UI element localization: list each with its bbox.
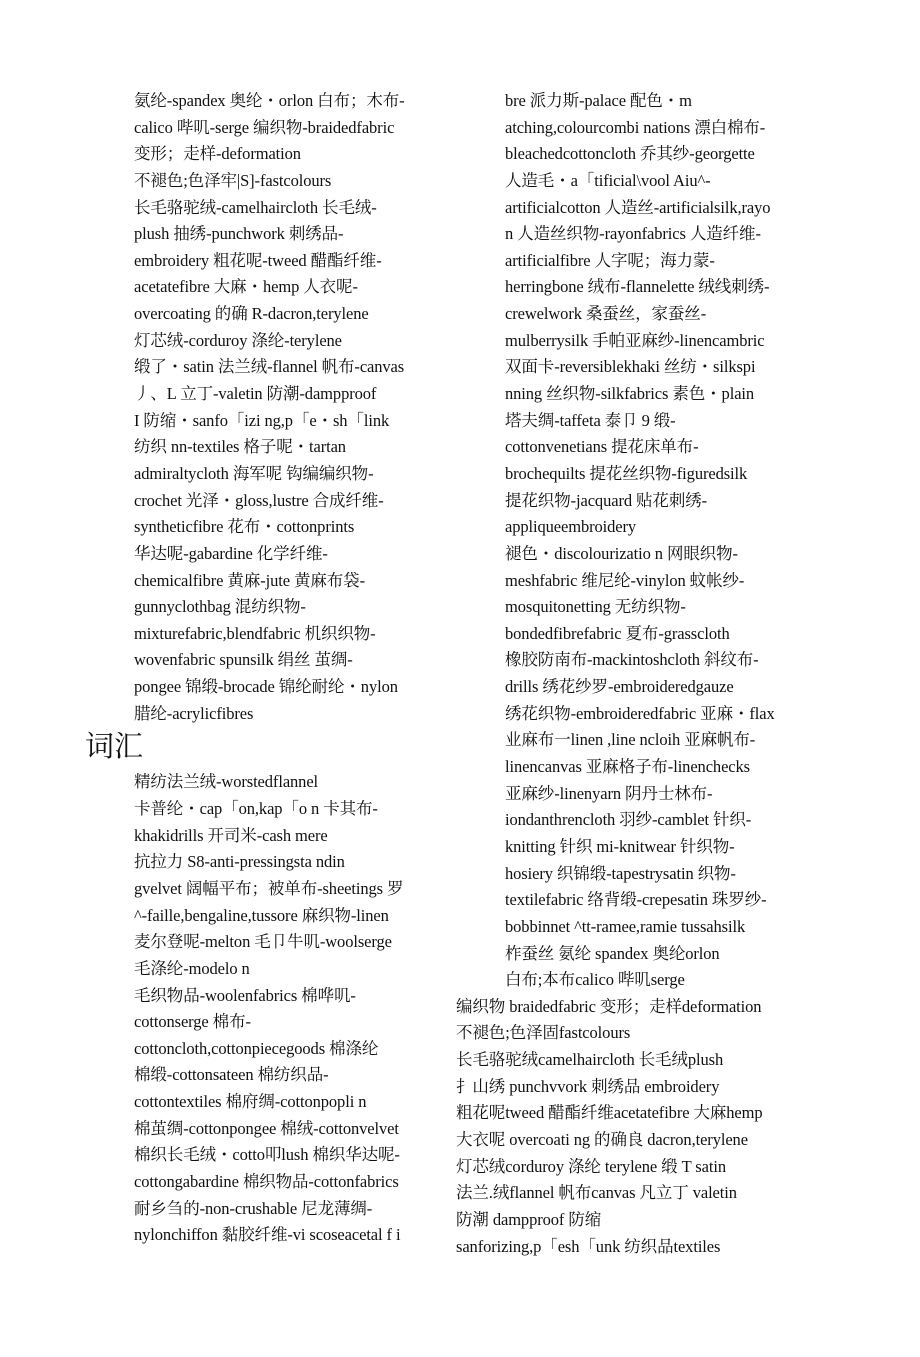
text-line: chemicalfibre 黄麻-jute 黄麻布袋- <box>134 570 365 590</box>
text-line: herringbone 绒布-flannelette 绒线刺绣- <box>505 277 770 297</box>
text-line: crochet 光泽・gloss,lustre 合成纤维- <box>134 490 384 510</box>
text-line: acetatefibre 大麻・hemp 人衣呢- <box>134 277 358 297</box>
text-line: 棉织长毛绒・cotto叩lush 棉织华达呢- <box>134 1145 400 1165</box>
text-line: 卡普纶・cap「on,kap「o n 卡其布- <box>134 799 378 819</box>
text-line: 不褪色;色泽牢|S]-fastcolours <box>134 170 332 190</box>
text-line: 灯芯绒-corduroy 涤纶-terylene <box>134 330 342 350</box>
text-line: drills 绣花纱罗-embroideredgauze <box>505 677 734 697</box>
text-line: 氨纶-spandex 奥纶・orlon 白布；木布- <box>134 91 405 110</box>
text-line: 棉缎-cottonsateen 棉纺织品- <box>134 1065 329 1085</box>
right-lines <box>505 88 805 994</box>
text-line: iondanthrencloth 羽纱-camblet 针织- <box>505 810 752 830</box>
text-line: mixturefabric,blendfabric 机织织物- <box>134 623 376 643</box>
text-line: 亚麻纱-linenyarn 阴丹士林布- <box>505 783 713 803</box>
text-line: overcoating 的确 R-dacron,terylene <box>134 304 369 324</box>
text-line: 变形；走样-deformation <box>134 144 301 164</box>
text-line: 棉茧绸-cottonpongee 棉绒-cottonvelvet <box>134 1118 399 1138</box>
text-line: linencanvas 亚麻格子布-linenchecks <box>505 757 750 777</box>
text-line: 褪色・discolourizatio n 网眼织物- <box>505 543 738 563</box>
text-line: calico 哔叽-serge 编织物-braidedfabric <box>134 117 395 137</box>
text-line: cottongabardine 棉织物品-cottonfabrics <box>134 1171 399 1191</box>
text-line: 业麻布一linen ,line ncloih 亚麻帆布- <box>505 730 756 750</box>
text-line: artificialfibre 人字呢；海力蒙- <box>505 250 715 270</box>
text-line: khakidrills 开司米-cash mere <box>134 825 328 845</box>
text-line: 抗拉力 S8-anti-pressingsta ndin <box>134 852 345 872</box>
text-line: I 防缩・sanfo「izi ng,p「e・sh「link <box>134 410 390 430</box>
text-line: 华达呢-gabardine 化学纤维- <box>134 543 328 563</box>
text-line: 扌山绣 punchvvork 刺绣品 embroidery <box>456 1076 720 1096</box>
text-line: n 人造丝织物-rayonfabrics 人造纤维- <box>505 224 761 244</box>
text-line: 双面卡-reversiblekhaki 丝纺・silkspi <box>505 357 756 377</box>
text-line: syntheticfibre 花布・cottonprints <box>134 517 355 537</box>
text-line: bleachedcottoncloth 乔其纱-georgette <box>505 144 755 164</box>
text-line: crewelwork 桑蚕丝，家蚕丝- <box>505 304 707 324</box>
text-line: bondedfibrefabric 夏布-grasscloth <box>505 623 730 643</box>
text-line: knitting 针织 mi-knitwear 针织物- <box>505 836 735 856</box>
text-line: artificialcotton 人造丝-artificialsilk,rayo <box>505 197 771 217</box>
text-line: 纺织 nn-textiles 格子呢・tartan <box>134 437 346 457</box>
section-heading: 词汇 <box>85 731 144 764</box>
left-lines-before-heading <box>134 88 434 727</box>
text-line: 法兰.绒flannel 帆布canvas 凡立丁 valetin <box>456 1183 737 1203</box>
right-column <box>456 88 805 1260</box>
text-line: brochequilts 提花丝织物-figuredsilk <box>505 463 748 483</box>
text-line: admiraltycloth 海军呢 钩编编织物- <box>134 463 374 483</box>
text-line: gvelvet 阔幅平布；被单布-sheetings 罗 <box>134 878 404 898</box>
text-line: 灯芯绒corduroy 涤纶 terylene 缎 T satin <box>456 1156 726 1176</box>
text-line: bobbinnet ^tt-ramee,ramie tussahsilk <box>505 916 746 936</box>
text-line: embroidery 粗花呢-tweed 醋酯纤维- <box>134 250 382 270</box>
text-line: 塔夫绸-taffeta 泰卩 9 缎- <box>505 410 676 430</box>
text-line: 毛织物品-woolenfabrics 棉哗叽- <box>134 985 356 1005</box>
text-line: pongee 锦缎-brocade 锦纶耐纶・nylon <box>134 677 398 697</box>
text-line: cottontextiles 棉府绸-cottonpopli n <box>134 1092 367 1112</box>
text-line: gunnyclothbag 混纺织物- <box>134 597 306 617</box>
text-line: 防潮 dampproof 防缩 <box>456 1209 602 1229</box>
text-line: hosiery 织锦缎-tapestrysatin 织物- <box>505 863 736 883</box>
text-line: 柞蚕丝 氨纶 spandex 奥纶orlon <box>505 943 720 963</box>
text-line: cottonserge 棉布- <box>134 1012 251 1032</box>
text-line: meshfabric 维尼纶-vinylon 蚊帐纱- <box>505 570 745 590</box>
text-line: 精纺法兰绒-worstedflannel <box>134 772 319 792</box>
text-line: 丿、L 立丁-valetin 防潮-dampproof <box>134 384 377 404</box>
text-line: 腊纶-acrylicfibres <box>134 703 254 723</box>
text-line: appliqueembroidery <box>505 517 637 537</box>
text-line: 橡胶防南布-mackintoshcloth 斜纹布- <box>505 650 759 670</box>
text-line: textilefabric 络背缎-crepesatin 珠罗纱- <box>505 890 767 910</box>
text-line: 不褪色;色泽固fastcolours <box>456 1023 631 1043</box>
text-line: ^-faille,bengaline,tussore 麻织物-linen <box>134 905 389 925</box>
text-line: mulberrysilk 手帕亚麻纱-linencambric <box>505 330 765 350</box>
text-line: 绣花织物-embroideredfabric 亚麻・flax <box>505 703 775 723</box>
text-line: atching,colourcombi nations 漂白棉布- <box>505 117 766 137</box>
text-line: 人造毛・a「tificial\vool Aiu^- <box>505 170 711 190</box>
text-line: mosquitonetting 无纺织物- <box>505 597 686 617</box>
text-line: wovenfabric spunsilk 绢丝 茧绸- <box>134 650 353 670</box>
text-line: nning 丝织物-silkfabrics 素色・plain <box>505 384 755 404</box>
text-line: plush 抽绣-punchwork 刺绣品- <box>134 224 344 244</box>
text-line: 耐乡刍的-non-crushable 尼龙薄绸- <box>134 1198 373 1218</box>
text-line: 缎了・satin 法兰绒-flannel 帆布-canvas <box>134 357 405 377</box>
text-line: 大衣呢 overcoati ng 的确良 dacron,terylene <box>456 1129 748 1149</box>
text-line: bre 派力斯-palace 配色・m <box>505 91 692 110</box>
text-line: 白布;本布calico 哔叽serge <box>505 970 685 990</box>
left-lines-after-heading <box>134 769 434 1249</box>
left-column <box>85 88 434 1249</box>
text-line: 毛涤纶-modelo n <box>134 958 250 978</box>
text-line: 麦尔登呢-melton 毛卩牛叽-woolserge <box>134 932 392 952</box>
right-shifted-lines <box>456 994 805 1260</box>
text-line: cottonvenetians 提花床单布- <box>505 437 699 457</box>
text-line: 提花织物-jacquard 贴花刺绣- <box>505 490 708 510</box>
text-line: nylonchiffon 黏胶纤维-vi scoseacetal f i <box>134 1225 401 1245</box>
text-line: 长毛骆驼绒camelhaircloth 长毛绒plush <box>456 1050 724 1070</box>
text-line: 粗花呢tweed 醋酯纤维acetatefibre 大麻hemp <box>456 1103 763 1123</box>
text-line: cottoncloth,cottonpiecegoods 棉涤纶 <box>134 1038 379 1058</box>
text-line: 长毛骆驼绒-camelhaircloth 长毛绒- <box>134 197 377 217</box>
text-line: sanforizing,p「esh「unk 纺织品textiles <box>456 1236 721 1256</box>
text-line: 编织物 braidedfabric 变形；走样deformation <box>456 996 762 1016</box>
